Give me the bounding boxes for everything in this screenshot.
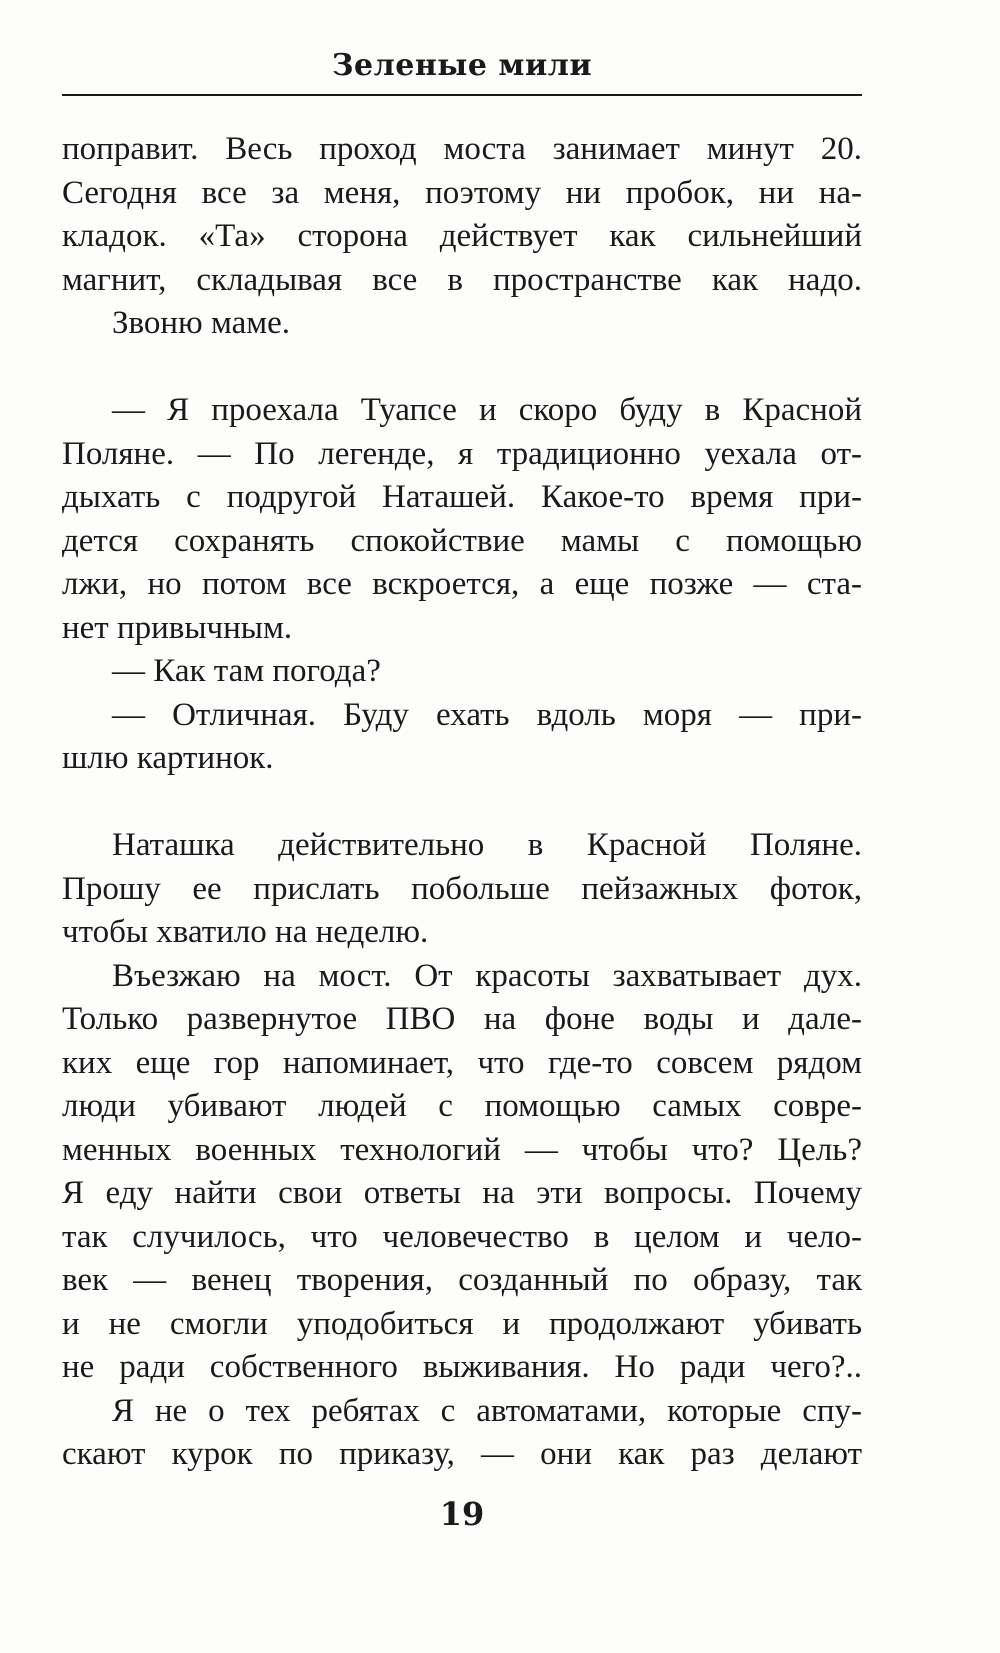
section-break: [62, 781, 862, 825]
text-line: дется сохранять спокойствие мамы с помощью: [62, 522, 862, 559]
running-title: Зеленые мили: [331, 48, 593, 83]
text-line: скают курок по приказу, — они как раз делают: [62, 1436, 862, 1472]
text-line: Я еду найти свои ответы на эти вопросы. Почему: [62, 1175, 862, 1211]
text-line: и не смогли уподобиться и продолжают убивать: [62, 1305, 862, 1342]
text-line: Поляне. — По легенде, я традиционно уехала от-: [62, 435, 862, 472]
page-number: 19: [439, 1495, 485, 1533]
text-line: — Как там погода?: [112, 653, 381, 689]
text-line: нет привычным.: [62, 609, 293, 646]
text-line: Въезжаю на мост. От красоты захватывает дух.: [112, 957, 862, 994]
text-line: магнит, складывая все в пространстве как надо.: [62, 261, 862, 298]
text-line: Наташка действительно в Красной Поляне.: [112, 827, 862, 863]
text-line: шлю картинок.: [62, 740, 274, 776]
text-line: век — венец творения, созданный по образу, так: [62, 1262, 862, 1298]
text-line: Прошу ее прислать побольше пейзажных фоток,: [62, 870, 862, 907]
text-line: так случилось, что человечество в целом и чело-: [62, 1218, 862, 1255]
text-line: люди убивают людей с помощью самых совре-: [62, 1088, 862, 1124]
text-line: не ради собственного выживания. Но ради чего?..: [62, 1349, 862, 1385]
text-line: чтобы хватило на неделю.: [62, 914, 429, 950]
header-rule: [62, 94, 862, 96]
text-line: Я не о тех ребятах с автоматами, которые спу-: [112, 1392, 862, 1429]
text-line: лжи, но потом все вскроется, а еще позже — ста-: [62, 566, 862, 602]
text-line: менных военных технологий — чтобы что? Цель?: [62, 1131, 862, 1168]
text-line: Сегодня все за меня, поэтому ни пробок, ни на-: [62, 174, 862, 211]
text-line: ких еще гор напоминает, что где-то совсем рядом: [62, 1044, 862, 1081]
body-text: [62, 128, 862, 1477]
text-line: — Я проехала Туапсе и скоро буду в Красной: [112, 392, 862, 428]
section-break: [62, 346, 862, 390]
text-line: Только развернутое ПВО на фоне воды и дале-: [62, 1001, 862, 1037]
text-line: поправит. Весь проход моста занимает минут 20.: [62, 131, 862, 167]
text-line: Звоню маме.: [112, 305, 291, 341]
text-line: дыхать с подругой Наташей. Какое-то время при-: [62, 479, 862, 515]
text-line: кладок. «Та» сторона действует как сильнейший: [62, 218, 862, 254]
text-line: — Отличная. Буду ехать вдоль моря — при-: [112, 696, 862, 733]
